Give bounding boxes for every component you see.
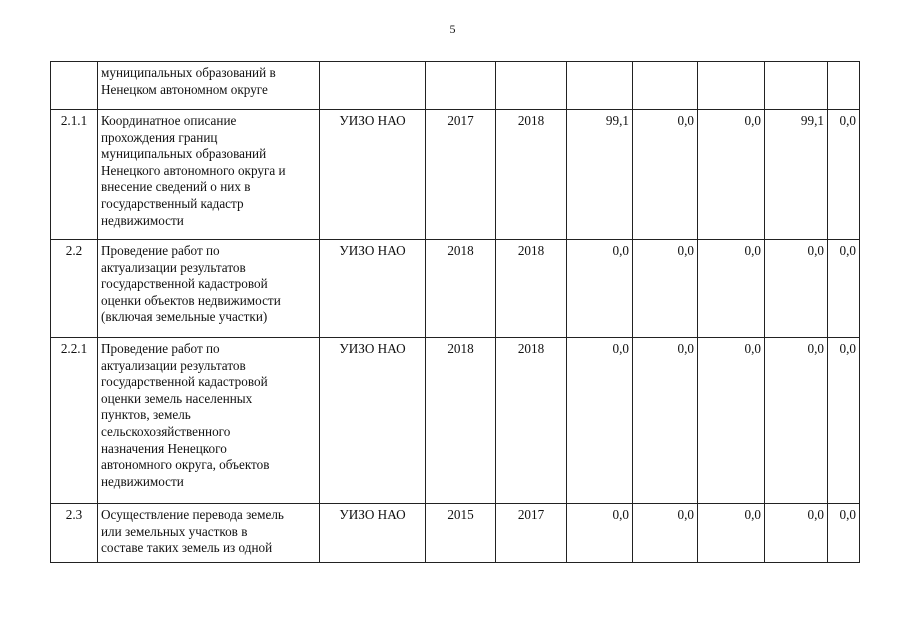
activity-name-cell — [98, 240, 320, 338]
activity-name-line: актуализации результатов — [101, 357, 246, 373]
funding-value-cell: 0,0 — [633, 240, 698, 338]
table-row — [51, 110, 860, 240]
activity-name-cell — [98, 110, 320, 240]
activity-name-line: Осуществление перевода земель — [101, 507, 284, 522]
funding-value-cell: 0,0 — [698, 110, 765, 240]
activity-name-line: Ненецком автономном округе — [101, 81, 268, 97]
row-number-cell: 2.1.1 — [51, 110, 98, 240]
end-year-cell — [496, 62, 567, 110]
activity-name-line: недвижимости — [101, 212, 184, 228]
executor-cell: УИЗО НАО — [320, 110, 426, 240]
activity-name-cell — [98, 504, 320, 563]
table-row — [51, 504, 860, 563]
row-number-cell: 2.3 — [51, 504, 98, 563]
program-activities-table — [50, 61, 860, 563]
funding-value-cell — [698, 62, 765, 110]
start-year-cell: 2015 — [426, 504, 496, 563]
row-number-cell: 2.2.1 — [51, 338, 98, 504]
activity-name-line: прохождения границ — [101, 129, 218, 145]
table-row — [51, 338, 860, 504]
activity-name-line: Проведение работ по — [101, 341, 220, 356]
end-year-cell: 2017 — [496, 504, 567, 563]
table-row — [51, 62, 860, 110]
funding-value-cell — [828, 62, 860, 110]
activity-name-line: муниципальных образований в — [101, 65, 276, 80]
funding-value-cell: 0,0 — [765, 240, 828, 338]
funding-value-cell: 0,0 — [567, 240, 633, 338]
start-year-cell: 2018 — [426, 338, 496, 504]
funding-value-cell: 0,0 — [633, 110, 698, 240]
funding-value-cell: 0,0 — [633, 338, 698, 504]
activity-name-line: недвижимости — [101, 473, 184, 489]
activity-name-line: автономного округа, объектов — [101, 457, 270, 473]
activity-name-line: муниципальных образований — [101, 146, 267, 162]
executor-cell: УИЗО НАО — [320, 504, 426, 563]
activity-name-line: актуализации результатов — [101, 259, 246, 275]
funding-value-cell: 0,0 — [828, 338, 860, 504]
funding-value-cell: 0,0 — [698, 240, 765, 338]
activity-name-line: пунктов, земель — [101, 407, 191, 423]
table-body — [51, 62, 860, 563]
start-year-cell — [426, 62, 496, 110]
funding-value-cell: 99,1 — [567, 110, 633, 240]
funding-value-cell: 0,0 — [765, 504, 828, 563]
activity-name-line: Координатное описание — [101, 113, 237, 128]
activity-name-line: сельскохозяйственного — [101, 423, 231, 439]
funding-value-cell: 0,0 — [828, 504, 860, 563]
funding-value-cell: 0,0 — [698, 338, 765, 504]
activity-name-line: или земельных участков в — [101, 523, 248, 539]
activity-name-line: составе таких земель из одной — [101, 540, 273, 556]
row-number-cell — [51, 62, 98, 110]
start-year-cell: 2018 — [426, 240, 496, 338]
funding-value-cell — [633, 62, 698, 110]
activity-name-line: государственной кадастровой — [101, 276, 268, 292]
activity-name-line: государственный кадастр — [101, 195, 244, 211]
table-row — [51, 240, 860, 338]
funding-value-cell — [567, 62, 633, 110]
funding-value-cell: 99,1 — [765, 110, 828, 240]
end-year-cell: 2018 — [496, 338, 567, 504]
page-number: 5 — [449, 22, 456, 36]
executor-cell: УИЗО НАО — [320, 338, 426, 504]
funding-value-cell: 0,0 — [698, 504, 765, 563]
activity-name-cell — [98, 62, 320, 110]
end-year-cell: 2018 — [496, 110, 567, 240]
activity-name-line: Проведение работ по — [101, 243, 220, 258]
row-number-cell: 2.2 — [51, 240, 98, 338]
executor-cell — [320, 62, 426, 110]
funding-value-cell: 0,0 — [765, 338, 828, 504]
funding-value-cell: 0,0 — [567, 504, 633, 563]
activity-name-line: Ненецкого автономного округа и — [101, 162, 286, 178]
activity-name-line: государственной кадастровой — [101, 374, 268, 390]
funding-value-cell — [765, 62, 828, 110]
activity-name-line: назначения Ненецкого — [101, 440, 227, 456]
activity-name-line: внесение сведений о них в — [101, 179, 251, 195]
end-year-cell: 2018 — [496, 240, 567, 338]
start-year-cell: 2017 — [426, 110, 496, 240]
activity-name-line: оценки объектов недвижимости — [101, 292, 281, 308]
funding-value-cell: 0,0 — [828, 110, 860, 240]
funding-value-cell: 0,0 — [828, 240, 860, 338]
funding-value-cell: 0,0 — [567, 338, 633, 504]
funding-value-cell: 0,0 — [633, 504, 698, 563]
activity-name-line: (включая земельные участки) — [101, 309, 268, 325]
activity-name-cell — [98, 338, 320, 504]
activity-name-line: оценки земель населенных — [101, 390, 253, 406]
executor-cell: УИЗО НАО — [320, 240, 426, 338]
